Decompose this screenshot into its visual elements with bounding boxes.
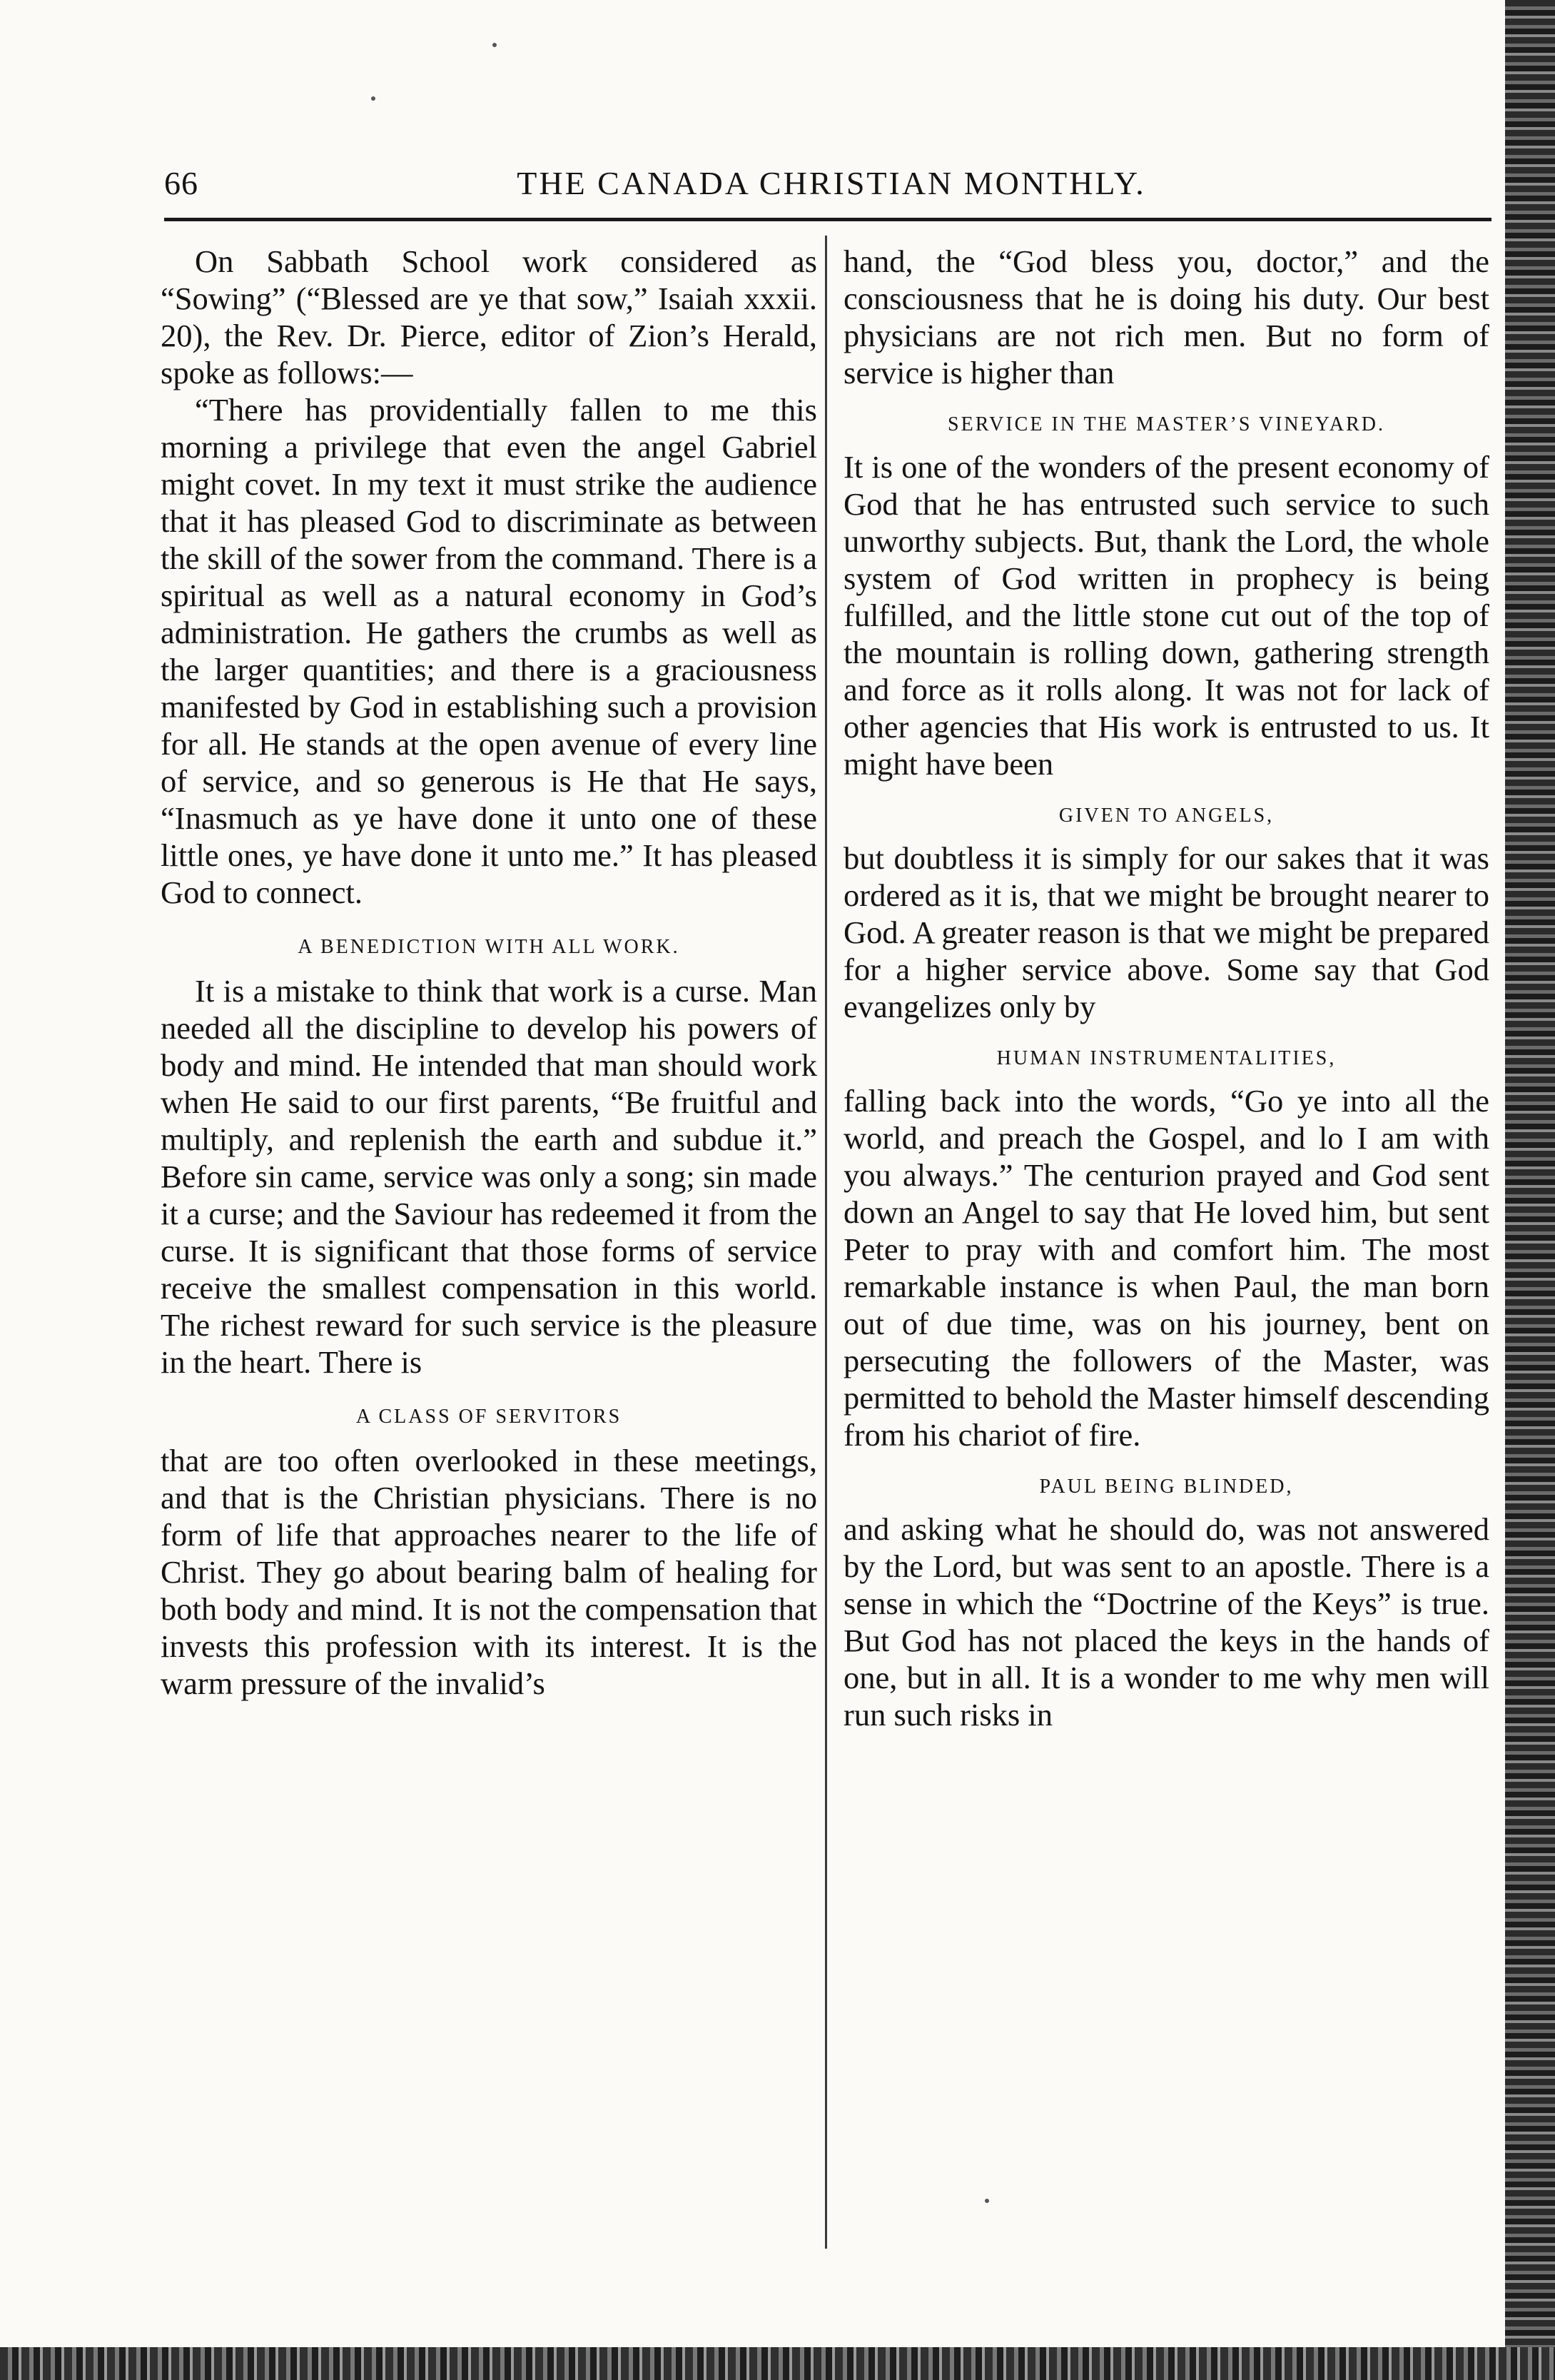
- section-heading: PAUL BEING BLINDED,: [1039, 1476, 1294, 1498]
- print-speck: [985, 2199, 989, 2203]
- right-column: [844, 243, 1489, 1733]
- paragraph: On Sabbath School work considered as “Sowing” (“Blessed are ye that sow,” Isaiah xxxii. 20), the Rev. Dr. Pierce, editor of Zion’s Herald, spoke as follows:—: [161, 243, 817, 390]
- print-speck: [492, 43, 497, 47]
- section-heading: HUMAN INSTRUMENTALITIES,: [996, 1047, 1337, 1069]
- paragraph: It is a mistake to think that work is a curse. Man needed all the discipline to develop his powers of body and mind. He intended that man should work when He said to our first parents, “Be fruitful and multiply, and replenish the earth and subdue it.” Before sin came, service was only a song; sin made it a curse; and the Saviour has redeemed it from the curse. It is significant that those forms of service receive the smallest compensation in this world. The richest reward for such service is the pleasure in the heart. There is: [161, 973, 817, 1380]
- binding-edge: [1505, 0, 1555, 2380]
- paragraph: and asking what he should do, was not answered by the Lord, but was sent to an apostle. There is a sense in which the “Doctrine of the Keys” is true. But God has not placed the keys in the hands of one, but in all. It is a wonder to me why men will run such risks in: [844, 1511, 1489, 1733]
- section-heading: A CLASS OF SERVITORS: [355, 1406, 622, 1428]
- page-number: 66: [164, 165, 198, 201]
- paragraph: “There has providentially fallen to me this morning a privilege that even the angel Gabriel might covet. In my text it must strike the audience that it has pleased God to discriminate as between the skill of the sower from the command. There is a spiritual as well as a natural economy in God’s administration. He gathers the crumbs as well as the larger quantities; and there is a graciousness manifested by God in establishing such a provision for all. He stands at the open avenue of every line of service, and so generous is He that He says, “Inasmuch as ye have done it unto one of these little ones, ye have done it unto me.” It has pleased God to connect.: [161, 392, 817, 910]
- paragraph: falling back into the words, “Go ye into all the world, and preach the Gospel, and lo I am with you always.” The centurion prayed and God sent down an Angel to say that He loved him, but sent Peter to pray with and comfort him. The most remarkable instance is when Paul, the man born out of due time, was on his journey, bent on persecuting the followers of the Master, was permitted to behold the Master himself descending from his chariot of fire.: [844, 1083, 1489, 1453]
- left-column: [161, 243, 817, 1702]
- section-heading: SERVICE IN THE MASTER’S VINEYARD.: [948, 413, 1385, 435]
- paragraph: but doubtless it is simply for our sakes that it was ordered as it is, that we might be brought nearer to God. A greater reason is that we might be prepared for a higher service above. Some say that God evangelizes only by: [844, 840, 1489, 1024]
- running-title: THE CANADA CHRISTIAN MONTHLY.: [517, 165, 1146, 201]
- section-heading: GIVEN TO ANGELS,: [1058, 805, 1275, 827]
- page-header: [164, 164, 1499, 221]
- print-speck: [371, 96, 375, 101]
- section-heading: A BENEDICTION WITH ALL WORK.: [298, 936, 680, 958]
- column-divider: [825, 236, 827, 2249]
- header-rule: [164, 218, 1491, 221]
- page-bottom-edge: [0, 2347, 1555, 2380]
- paragraph: that are too often overlooked in these meetings, and that is the Christian physicians. There is no form of life that approaches nearer to the life of Christ. They go about bearing balm of healing for both body and mind. It is not the compensation that invests this profession with its interest. It is the warm pressure of the invalid’s: [161, 1443, 817, 1701]
- paragraph: It is one of the wonders of the present economy of God that he has entrusted such service to such unworthy subjects. But, thank the Lord, the whole system of God written in prophecy is being fulfilled, and the little stone cut out of the top of the mountain is rolling down, gathering strength and force as it rolls along. It was not for lack of other agencies that His work is entrusted to us. It might have been: [844, 449, 1489, 782]
- paragraph: hand, the “God bless you, doctor,” and the consciousness that he is doing his duty. Our best physicians are not rich men. But no form of service is higher than: [844, 243, 1489, 390]
